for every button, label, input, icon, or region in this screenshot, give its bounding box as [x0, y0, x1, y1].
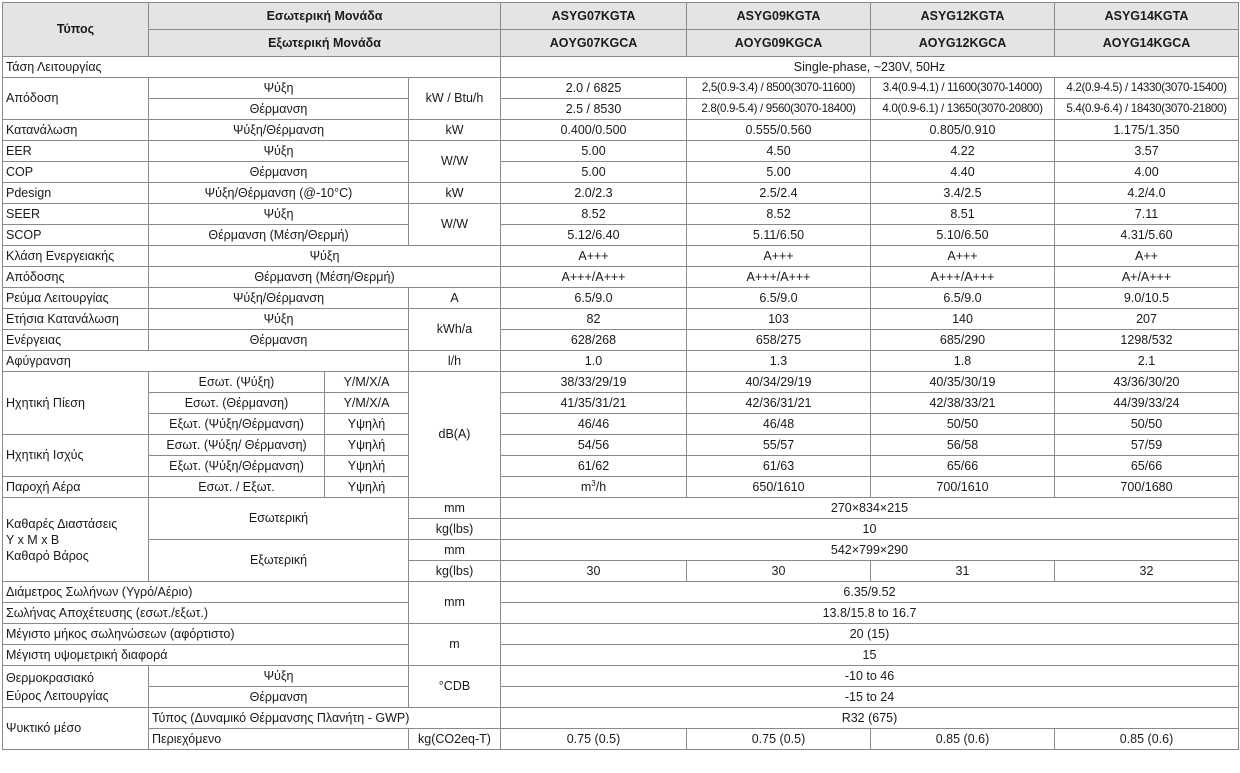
- capacity-heating-value: 4.0(0.9-6.1) / 13650(3070-20800): [871, 99, 1055, 120]
- sound-pressure-sub: Εξωτ. (Ψύξη/Θέρμανση): [149, 414, 325, 435]
- airflow-unit: [501, 477, 687, 498]
- refrigerant-charge-value: 0.85 (0.6): [1055, 729, 1239, 750]
- annual-cooling-label: Ψύξη: [149, 309, 409, 330]
- max-height-diff-label: Μέγιστη υψομετρική διαφορά: [3, 645, 409, 666]
- seer-value: 7.11: [1055, 204, 1239, 225]
- dehumid-unit: l/h: [409, 351, 501, 372]
- sound-pressure-value: 40/35/30/19: [871, 372, 1055, 393]
- sound-pressure-value: 50/50: [871, 414, 1055, 435]
- dimensions-indoor-kg-value: 10: [501, 519, 1239, 540]
- operating-range-label-line-2: Εύρος Λειτουργίας: [6, 688, 109, 703]
- indoor-unit-label: Εσωτερική Μονάδα: [149, 3, 501, 30]
- airflow-unit-exponent: 3: [591, 478, 596, 488]
- table-row: [3, 729, 1239, 750]
- max-height-diff-value: 15: [501, 645, 1239, 666]
- capacity-label: Απόδοση: [3, 78, 149, 120]
- table-row: [3, 414, 1239, 435]
- sound-power-mode: Υψηλή: [325, 435, 409, 456]
- outdoor-model-2: AOYG09KGCA: [687, 30, 871, 57]
- table-row: [3, 540, 1239, 561]
- pdesign-label: Pdesign: [3, 183, 149, 204]
- table-row: [3, 624, 1239, 645]
- dehumid-value: 1.0: [501, 351, 687, 372]
- seer-scop-unit: W/W: [409, 204, 501, 246]
- header-row-indoor: [3, 3, 1239, 30]
- refrigerant-type-label: Τύπος (Δυναμικό Θέρμανσης Πλανήτη - GWP): [149, 708, 501, 729]
- refrigerant-charge-value: 0.75 (0.5): [501, 729, 687, 750]
- annual-label: Ετήσια Κατανάλωση: [3, 309, 149, 330]
- capacity-unit: kW / Btu/h: [409, 78, 501, 120]
- sound-power-value: 65/66: [1055, 456, 1239, 477]
- table-row: [3, 120, 1239, 141]
- dimensions-indoor-label: Εσωτερική: [149, 498, 409, 540]
- energy-class-cooling-value: A+++: [501, 246, 687, 267]
- annual-heating-value: 685/290: [871, 330, 1055, 351]
- pdesign-value: 4.2/4.0: [1055, 183, 1239, 204]
- sound-pressure-value: 42/36/31/21: [687, 393, 871, 414]
- energy-class-cooling-value: A++: [1055, 246, 1239, 267]
- seer-value: 8.52: [687, 204, 871, 225]
- sound-pressure-value: 38/33/29/19: [501, 372, 687, 393]
- table-row: [3, 141, 1239, 162]
- outdoor-model-1: AOYG07KGCA: [501, 30, 687, 57]
- table-row: [3, 435, 1239, 456]
- table-row: [3, 372, 1239, 393]
- sound-pressure-mode: Υ/Μ/Χ/Α: [325, 393, 409, 414]
- type-label: Τύπος: [3, 3, 149, 57]
- eer-value: 3.57: [1055, 141, 1239, 162]
- table-row: [3, 57, 1239, 78]
- energy-class-label: Απόδοσης: [3, 267, 149, 288]
- sound-pressure-label: Ηχητική Πίεση: [3, 372, 149, 435]
- table-row: [3, 225, 1239, 246]
- annual-cooling-value: 140: [871, 309, 1055, 330]
- dehumid-value: 2.1: [1055, 351, 1239, 372]
- current-unit: A: [409, 288, 501, 309]
- pdesign-value: 2.5/2.4: [687, 183, 871, 204]
- energy-class-cooling-value: A+++: [871, 246, 1055, 267]
- sound-power-sub: Εξωτ. (Ψύξη/Θέρμανση): [149, 456, 325, 477]
- dimensions-outdoor-kg-value: 32: [1055, 561, 1239, 582]
- sound-unit: dB(A): [409, 372, 501, 498]
- dimensions-outdoor-label: Εξωτερική: [149, 540, 409, 582]
- dimensions-label-line-3: Καθαρό Βάρος: [6, 548, 89, 563]
- scop-value: 4.31/5.60: [1055, 225, 1239, 246]
- capacity-cooling-value: 2.0 / 6825: [501, 78, 687, 99]
- current-label: Ρεύμα Λειτουργίας: [3, 288, 149, 309]
- table-row: [3, 330, 1239, 351]
- annual-cooling-value: 207: [1055, 309, 1239, 330]
- table-row: [3, 456, 1239, 477]
- sound-pressure-sub: Εσωτ. (Ψύξη): [149, 372, 325, 393]
- capacity-heating-label: Θέρμανση: [149, 99, 409, 120]
- table-row: [3, 288, 1239, 309]
- table-row: [3, 78, 1239, 99]
- cop-value: 5.00: [501, 162, 687, 183]
- operating-range-unit: °CDB: [409, 666, 501, 708]
- airflow-label: Παροχή Αέρα: [3, 477, 149, 498]
- operating-range-label-line-1: Θερμοκρασιακό: [6, 670, 94, 685]
- dimensions-outdoor-mm-unit: mm: [409, 540, 501, 561]
- dimensions-indoor-kg-unit: kg(lbs): [409, 519, 501, 540]
- pipes-unit: mm: [409, 582, 501, 624]
- refrigerant-charge-unit: kg(CO2eq-T): [409, 729, 501, 750]
- consumption-value: 0.805/0.910: [871, 120, 1055, 141]
- sound-pressure-value: 46/46: [501, 414, 687, 435]
- annual-heating-value: 1298/532: [1055, 330, 1239, 351]
- consumption-value: 0.555/0.560: [687, 120, 871, 141]
- operating-range-cooling-label: Ψύξη: [149, 666, 409, 687]
- annual-heating-label: Θέρμανση: [149, 330, 409, 351]
- cop-sub: Θέρμανση: [149, 162, 409, 183]
- sound-power-value: 56/58: [871, 435, 1055, 456]
- dimensions-label: [3, 498, 149, 582]
- sound-power-label: Ηχητική Ισχύς: [3, 435, 149, 477]
- table-row: [3, 603, 1239, 624]
- piping-limits-unit: m: [409, 624, 501, 666]
- sound-pressure-value: 42/38/33/21: [871, 393, 1055, 414]
- current-value: 6.5/9.0: [687, 288, 871, 309]
- sound-power-mode: Υψηλή: [325, 456, 409, 477]
- indoor-model-1: ASYG07KGTA: [501, 3, 687, 30]
- outdoor-model-4: AOYG14KGCA: [1055, 30, 1239, 57]
- operating-range-cooling-value: -10 to 46: [501, 666, 1239, 687]
- refrigerant-charge-label: Περιεχόμενο: [149, 729, 409, 750]
- airflow-value: 650/1610: [687, 477, 871, 498]
- pdesign-sub: Ψύξη/Θέρμανση (@-10°C): [149, 183, 409, 204]
- refrigerant-label: Ψυκτικό μέσο: [3, 708, 149, 750]
- pdesign-value: 2.0/2.3: [501, 183, 687, 204]
- current-value: 9.0/10.5: [1055, 288, 1239, 309]
- pipe-diameter-value: 6.35/9.52: [501, 582, 1239, 603]
- energy-class-heating-label: Θέρμανση (Μέση/Θερμή): [149, 267, 501, 288]
- scop-label: SCOP: [3, 225, 149, 246]
- sound-power-value: 55/57: [687, 435, 871, 456]
- outdoor-model-3: AOYG12KGCA: [871, 30, 1055, 57]
- sound-power-value: 65/66: [871, 456, 1055, 477]
- table-row: [3, 99, 1239, 120]
- dimensions-indoor-mm-value: 270×834×215: [501, 498, 1239, 519]
- sound-pressure-mode: Υ/Μ/Χ/Α: [325, 372, 409, 393]
- annual-heating-value: 658/275: [687, 330, 871, 351]
- table-row: [3, 708, 1239, 729]
- sound-power-value: 54/56: [501, 435, 687, 456]
- seer-label: SEER: [3, 204, 149, 225]
- sound-pressure-value: 46/48: [687, 414, 871, 435]
- annual-cooling-value: 103: [687, 309, 871, 330]
- scop-sub: Θέρμανση (Μέση/Θερμή): [149, 225, 409, 246]
- energy-class-heating-value: A+++/A+++: [501, 267, 687, 288]
- annual-heating-value: 628/268: [501, 330, 687, 351]
- refrigerant-charge-value: 0.85 (0.6): [871, 729, 1055, 750]
- scop-value: 5.12/6.40: [501, 225, 687, 246]
- indoor-model-2: ASYG09KGTA: [687, 3, 871, 30]
- eer-value: 4.22: [871, 141, 1055, 162]
- energy-class-label: Κλάση Ενεργειακής: [3, 246, 149, 267]
- consumption-sub: Ψύξη/Θέρμανση: [149, 120, 409, 141]
- sound-pressure-value: 50/50: [1055, 414, 1239, 435]
- table-row: [3, 162, 1239, 183]
- current-value: 6.5/9.0: [871, 288, 1055, 309]
- energy-class-cooling-label: Ψύξη: [149, 246, 501, 267]
- dimensions-outdoor-kg-value: 30: [501, 561, 687, 582]
- annual-label: Ενέργειας: [3, 330, 149, 351]
- consumption-label: Κατανάλωση: [3, 120, 149, 141]
- dimensions-outdoor-kg-value: 31: [871, 561, 1055, 582]
- energy-class-heating-value: A+/A+++: [1055, 267, 1239, 288]
- table-row: [3, 666, 1239, 687]
- sound-power-value: 61/62: [501, 456, 687, 477]
- sound-power-value: 61/63: [687, 456, 871, 477]
- scop-value: 5.10/6.50: [871, 225, 1055, 246]
- refrigerant-charge-value: 0.75 (0.5): [687, 729, 871, 750]
- eer-label: EER: [3, 141, 149, 162]
- sound-pressure-sub: Εσωτ. (Θέρμανση): [149, 393, 325, 414]
- drain-pipe-label: Σωλήνας Αποχέτευσης (εσωτ./εξωτ.): [3, 603, 409, 624]
- cop-value: 4.40: [871, 162, 1055, 183]
- sound-pressure-value: 43/36/30/20: [1055, 372, 1239, 393]
- dimensions-outdoor-mm-value: 542×799×290: [501, 540, 1239, 561]
- dimensions-label-line-2: Υ x Μ x Β: [6, 532, 60, 547]
- airflow-unit-rest: /h: [595, 479, 607, 494]
- annual-unit: kWh/a: [409, 309, 501, 351]
- current-sub: Ψύξη/Θέρμανση: [149, 288, 409, 309]
- airflow-unit-base: m: [580, 479, 592, 494]
- capacity-cooling-value: 2,5(0.9-3.4) / 8500(3070-11600): [687, 78, 871, 99]
- cop-value: 5.00: [687, 162, 871, 183]
- dehumid-label: Αφύγρανση: [3, 351, 409, 372]
- consumption-unit: kW: [409, 120, 501, 141]
- airflow-value: 700/1680: [1055, 477, 1239, 498]
- dehumid-value: 1.8: [871, 351, 1055, 372]
- table-row: [3, 267, 1239, 288]
- table-row: [3, 582, 1239, 603]
- operating-range-heating-label: Θέρμανση: [149, 687, 409, 708]
- max-pipe-length-label: Μέγιστο μήκος σωληνώσεων (αφόρτιστο): [3, 624, 409, 645]
- consumption-value: 1.175/1.350: [1055, 120, 1239, 141]
- drain-pipe-value: 13.8/15.8 to 16.7: [501, 603, 1239, 624]
- eer-cop-unit: W/W: [409, 141, 501, 183]
- consumption-value: 0.400/0.500: [501, 120, 687, 141]
- sound-pressure-value: 44/39/33/24: [1055, 393, 1239, 414]
- table-row: [3, 351, 1239, 372]
- table-row: [3, 183, 1239, 204]
- header-row-outdoor: [3, 30, 1239, 57]
- scop-value: 5.11/6.50: [687, 225, 871, 246]
- cop-value: 4.00: [1055, 162, 1239, 183]
- airflow-mode: Υψηλή: [325, 477, 409, 498]
- indoor-model-3: ASYG12KGTA: [871, 3, 1055, 30]
- capacity-cooling-value: 4.2(0.9-4.5) / 14330(3070-15400): [1055, 78, 1239, 99]
- table-row: [3, 645, 1239, 666]
- annual-cooling-value: 82: [501, 309, 687, 330]
- operating-range-label: [3, 666, 149, 708]
- pdesign-unit: kW: [409, 183, 501, 204]
- dimensions-indoor-mm-unit: mm: [409, 498, 501, 519]
- operating-range-heating-value: -15 to 24: [501, 687, 1239, 708]
- voltage-label: Τάση Λειτουργίας: [3, 57, 501, 78]
- airflow-sub: Εσωτ. / Εξωτ.: [149, 477, 325, 498]
- airflow-value: 700/1610: [871, 477, 1055, 498]
- seer-value: 8.52: [501, 204, 687, 225]
- outdoor-unit-label: Εξωτερική Μονάδα: [149, 30, 501, 57]
- table-row: [3, 393, 1239, 414]
- energy-class-cooling-value: A+++: [687, 246, 871, 267]
- capacity-cooling-value: 3.4(0.9-4.1) / 11600(3070-14000): [871, 78, 1055, 99]
- energy-class-heating-value: A+++/A+++: [687, 267, 871, 288]
- sound-pressure-mode: Υψηλή: [325, 414, 409, 435]
- table-row: [3, 204, 1239, 225]
- pdesign-value: 3.4/2.5: [871, 183, 1055, 204]
- specifications-table: [2, 2, 1239, 750]
- energy-class-heating-value: A+++/A+++: [871, 267, 1055, 288]
- refrigerant-type-value: R32 (675): [501, 708, 1239, 729]
- capacity-heating-value: 2.5 / 8530: [501, 99, 687, 120]
- cop-label: COP: [3, 162, 149, 183]
- max-pipe-length-value: 20 (15): [501, 624, 1239, 645]
- table-row: [3, 309, 1239, 330]
- capacity-heating-value: 5.4(0.9-6.4) / 18430(3070-21800): [1055, 99, 1239, 120]
- table-row: [3, 498, 1239, 519]
- eer-sub: Ψύξη: [149, 141, 409, 162]
- capacity-cooling-label: Ψύξη: [149, 78, 409, 99]
- indoor-model-4: ASYG14KGTA: [1055, 3, 1239, 30]
- eer-value: 5.00: [501, 141, 687, 162]
- sound-power-value: 57/59: [1055, 435, 1239, 456]
- dimensions-outdoor-kg-unit: kg(lbs): [409, 561, 501, 582]
- seer-sub: Ψύξη: [149, 204, 409, 225]
- eer-value: 4.50: [687, 141, 871, 162]
- voltage-value: Single-phase, ~230V, 50Hz: [501, 57, 1239, 78]
- table-row: [3, 477, 1239, 498]
- seer-value: 8.51: [871, 204, 1055, 225]
- table-row: [3, 687, 1239, 708]
- pipe-diameter-label: Διάμετρος Σωλήνων (Υγρό/Αέριο): [3, 582, 409, 603]
- table-row: [3, 246, 1239, 267]
- dimensions-label-line-1: Καθαρές Διαστάσεις: [6, 516, 118, 531]
- current-value: 6.5/9.0: [501, 288, 687, 309]
- sound-power-sub: Εσωτ. (Ψύξη/ Θέρμανση): [149, 435, 325, 456]
- sound-pressure-value: 41/35/31/21: [501, 393, 687, 414]
- capacity-heating-value: 2.8(0.9-5.4) / 9560(3070-18400): [687, 99, 871, 120]
- dimensions-outdoor-kg-value: 30: [687, 561, 871, 582]
- sound-pressure-value: 40/34/29/19: [687, 372, 871, 393]
- dehumid-value: 1.3: [687, 351, 871, 372]
